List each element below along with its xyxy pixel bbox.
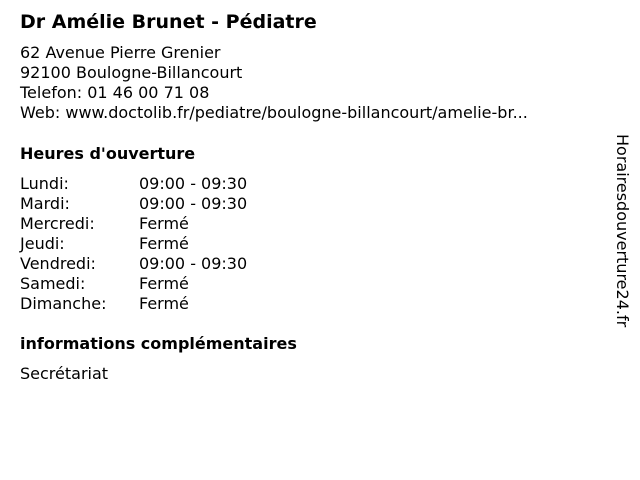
hours-row-tuesday (20, 194, 247, 214)
hours-row-thursday (20, 234, 247, 254)
website-link[interactable]: Web: www.doctolib.fr/pediatre/boulogne-billancourt/amelie-br... (20, 103, 528, 122)
hours-row-saturday (20, 274, 247, 294)
day-label: Mercredi: (20, 214, 95, 233)
time-value: Fermé (139, 234, 189, 253)
side-brand-watermark: Horairesdouverture24.fr (613, 134, 632, 328)
opening-hours-heading: Heures d'ouverture (20, 144, 196, 163)
time-value: 09:00 - 09:30 (139, 194, 248, 213)
street-address: 62 Avenue Pierre Grenier (20, 43, 221, 62)
time-value: 09:00 - 09:30 (139, 174, 248, 193)
time-value: 09:00 - 09:30 (139, 254, 248, 273)
day-label: Vendredi: (20, 254, 96, 273)
time-value: Fermé (139, 214, 189, 233)
day-label: Lundi: (20, 174, 69, 193)
time-value: Fermé (139, 294, 189, 313)
hours-row-monday (20, 174, 247, 194)
city-address: 92100 Boulogne-Billancourt (20, 63, 243, 82)
hours-row-wednesday (20, 214, 247, 234)
day-label: Jeudi: (20, 234, 65, 253)
address-block (20, 43, 528, 123)
day-label: Samedi: (20, 274, 86, 293)
additional-info-heading: informations complémentaires (20, 334, 297, 353)
day-label: Mardi: (20, 194, 70, 213)
additional-info-text: Secrétariat (20, 364, 109, 383)
phone-number: Telefon: 01 46 00 71 08 (20, 83, 210, 102)
time-value: Fermé (139, 274, 189, 293)
day-label: Dimanche: (20, 294, 107, 313)
hours-row-friday (20, 254, 247, 274)
page-title: Dr Amélie Brunet - Pédiatre (20, 11, 317, 33)
opening-hours-table (20, 174, 247, 314)
hours-row-sunday (20, 294, 247, 314)
